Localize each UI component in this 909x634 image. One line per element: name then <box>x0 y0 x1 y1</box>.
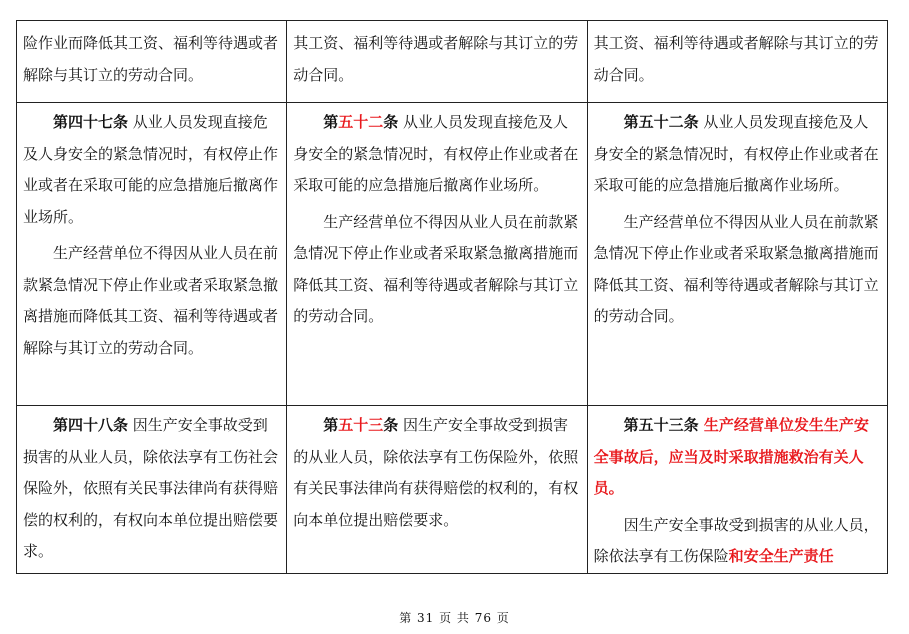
draft-law-cell <box>287 21 587 103</box>
article-suffix: 条 <box>383 113 399 131</box>
clause-text: 因生产安全事故受到损害的从业人员，除依法享有工伤保险 <box>593 515 879 565</box>
draft-law-cell <box>287 406 587 574</box>
table-row <box>17 406 888 574</box>
draft-law-cell <box>287 103 587 406</box>
added-clause-text: 生产经营单位发生生产安全事故后，应当及时采取措施救治有关人员。 <box>593 416 869 497</box>
article-number: 第五十三条 <box>623 416 699 434</box>
table-row <box>17 103 888 406</box>
added-clause-text: 和安全生产责任 <box>728 547 834 565</box>
old-law-cell <box>17 103 287 406</box>
article-number <box>323 113 398 131</box>
new-law-cell <box>587 406 887 574</box>
clause-text: 因生产安全事故受到损害的从业人员，除依法享有工伤保险外，依照有关民事法律尚有获得赔偿的权利的，有权向本单位提出赔偿要求。 <box>293 416 579 529</box>
article-number: 第四十八条 <box>53 416 129 434</box>
law-comparison-table <box>16 20 888 574</box>
page-number-label: 第 31 页 共 76 页 <box>399 611 510 625</box>
old-law-cell <box>17 21 287 103</box>
clause-text: 因生产安全事故受到损害的从业人员，除依法享有工伤社会保险外，依照有关民事法律尚有获得赔偿的权利的，有权向本单位提出赔偿要求。 <box>23 416 279 560</box>
clause-text: 其工资、福利等待遇或者解除与其订立的劳动合同。 <box>293 34 579 84</box>
article-prefix: 第 <box>323 416 339 434</box>
clause-paragraph: 生产经营单位不得因从业人员在前款紧急情况下停止作业或者采取紧急撤离措施而降低其工资、福利等待遇或者解除与其订立的劳动合同。 <box>293 212 579 325</box>
clause-paragraph <box>23 410 280 568</box>
article-number <box>323 416 398 434</box>
article-changed-number: 五十三 <box>338 416 384 434</box>
clause-text: 其工资、福利等待遇或者解除与其订立的劳动合同。 <box>593 34 879 84</box>
clause-paragraph <box>594 107 881 202</box>
clause-paragraph <box>594 510 881 573</box>
clause-paragraph <box>293 410 580 536</box>
article-number: 第五十二条 <box>623 113 699 131</box>
new-law-cell <box>587 103 887 406</box>
clause-text: 从业人员发现直接危及人身安全的紧急情况时，有权停止作业或者在采取可能的应急措施后撤离作业场所。 <box>593 113 879 194</box>
clause-text: 从业人员发现直接危及人身安全的紧急情况时，有权停止作业或者在采取可能的应急措施后撤离作业场所。 <box>293 113 579 194</box>
clause-paragraph <box>23 107 280 233</box>
article-number: 第四十七条 <box>53 113 129 131</box>
clause-paragraph: 生产经营单位不得因从业人员在前款紧急情况下停止作业或者采取紧急撤离措施而降低其工资、福利等待遇或者解除与其订立的劳动合同。 <box>23 244 279 357</box>
old-law-cell <box>17 406 287 574</box>
new-law-cell <box>587 21 887 103</box>
page-footer <box>0 609 909 626</box>
article-changed-number: 五十二 <box>338 113 384 131</box>
clause-paragraph <box>594 410 881 505</box>
clause-paragraph <box>293 107 580 202</box>
article-prefix: 第 <box>323 113 339 131</box>
clause-text: 险作业而降低其工资、福利等待遇或者解除与其订立的劳动合同。 <box>23 34 279 84</box>
clause-paragraph: 生产经营单位不得因从业人员在前款紧急情况下停止作业或者采取紧急撤离措施而降低其工资、福利等待遇或者解除与其订立的劳动合同。 <box>593 212 879 325</box>
table-row <box>17 21 888 103</box>
clause-text: 从业人员发现直接危及人身安全的紧急情况时，有权停止作业或者在采取可能的应急措施后撤离作业场所。 <box>23 113 279 226</box>
article-suffix: 条 <box>383 416 399 434</box>
